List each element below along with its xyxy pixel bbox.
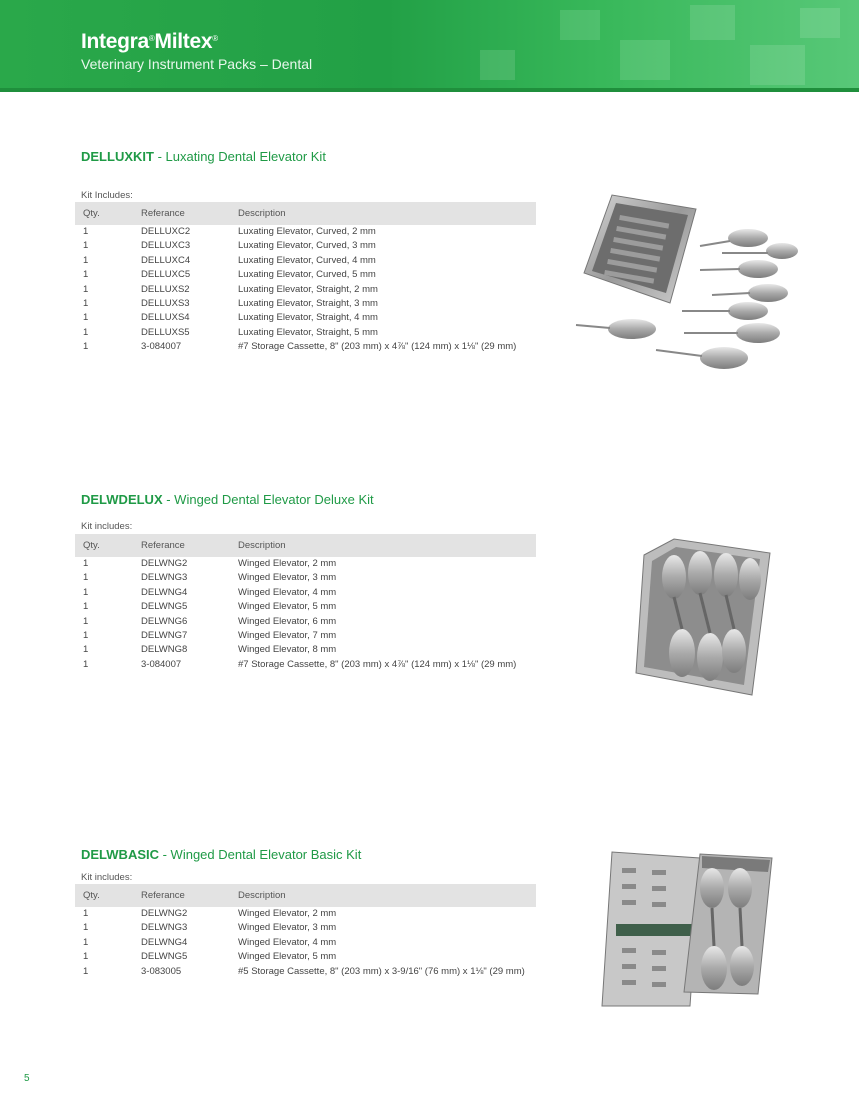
reference-cell: DELWNG4 — [141, 586, 188, 598]
description-cell: Luxating Elevator, Curved, 4 mm — [238, 254, 376, 266]
table-row — [75, 921, 536, 935]
table-row — [75, 907, 536, 921]
description-cell: Luxating Elevator, Curved, 3 mm — [238, 240, 376, 252]
table-row — [75, 658, 536, 672]
qty-cell: 1 — [83, 586, 89, 598]
kit-includes-label: Kit Includes: — [81, 190, 133, 201]
table-row — [75, 643, 536, 657]
reference-cell: 3-083005 — [141, 965, 182, 977]
reference-cell: 3-084007 — [141, 341, 182, 353]
reference-cell: DELLUXC4 — [141, 254, 191, 266]
table-row — [75, 225, 536, 239]
reference-cell: DELLUXS3 — [141, 298, 190, 310]
table-row — [75, 283, 536, 297]
table-header-row — [75, 202, 536, 225]
table-row — [75, 586, 536, 600]
reference-cell: 3-084007 — [141, 658, 182, 670]
reference-cell: DELWNG7 — [141, 630, 188, 642]
section-title: DELWBASIC - Winged Dental Elevator Basic Kit — [81, 847, 362, 862]
reference-cell: DELLUXS2 — [141, 283, 190, 295]
kit-includes-label: Kit includes: — [81, 872, 133, 883]
description-cell: Luxating Elevator, Straight, 4 mm — [238, 312, 378, 324]
qty-cell: 1 — [83, 572, 89, 584]
column-header: Qty. — [75, 534, 133, 557]
description-cell: Winged Elevator, 5 mm — [238, 601, 337, 613]
section-title: DELWDELUX - Winged Dental Elevator Deluxe Kit — [81, 492, 374, 507]
column-header: Referance — [133, 884, 230, 907]
description-cell: Winged Elevator, 6 mm — [238, 615, 337, 627]
column-header: Referance — [133, 202, 230, 225]
column-header: Referance — [133, 534, 230, 557]
description-cell: Winged Elevator, 2 mm — [238, 558, 337, 569]
qty-cell: 1 — [83, 922, 89, 934]
qty-cell: 1 — [83, 644, 89, 656]
table-row — [75, 239, 536, 253]
description-cell: Luxating Elevator, Straight, 5 mm — [238, 326, 378, 338]
table-row — [75, 326, 536, 340]
description-cell: Luxating Elevator, Curved, 5 mm — [238, 269, 376, 281]
reference-cell: DELLUXS5 — [141, 326, 190, 338]
qty-cell: 1 — [83, 298, 89, 310]
reference-cell: DELWNG3 — [141, 922, 188, 934]
winged-deluxe-kit-photo — [630, 535, 780, 700]
qty-cell: 1 — [83, 341, 89, 353]
page-subtitle: Veterinary Instrument Packs – Dental — [81, 56, 313, 72]
reference-cell: DELWNG2 — [141, 908, 188, 919]
description-cell: Winged Elevator, 5 mm — [238, 951, 337, 963]
section-title: DELLUXKIT - Luxating Dental Elevator Kit — [81, 149, 326, 164]
luxating-kit-photo — [572, 193, 802, 378]
description-cell: Winged Elevator, 3 mm — [238, 922, 337, 934]
reference-cell: DELWNG5 — [141, 601, 188, 613]
reference-cell: DELWNG4 — [141, 936, 188, 948]
reference-cell: DELLUXS4 — [141, 312, 190, 324]
column-header: Description — [230, 884, 536, 907]
qty-cell: 1 — [83, 936, 89, 948]
table-header-row — [75, 534, 536, 557]
qty-cell: 1 — [83, 908, 89, 919]
qty-cell: 1 — [83, 951, 89, 963]
reference-cell: DELLUXC2 — [141, 226, 191, 237]
table-row — [75, 268, 536, 282]
description-cell: Winged Elevator, 7 mm — [238, 630, 337, 642]
table-row — [75, 950, 536, 964]
description-cell: Luxating Elevator, Straight, 2 mm — [238, 283, 378, 295]
qty-cell: 1 — [83, 254, 89, 266]
items-table — [75, 534, 536, 672]
qty-cell: 1 — [83, 269, 89, 281]
qty-cell: 1 — [83, 326, 89, 338]
items-table — [75, 202, 536, 355]
table-row — [75, 600, 536, 614]
table-row — [75, 629, 536, 643]
qty-cell: 1 — [83, 558, 89, 569]
description-cell: Winged Elevator, 3 mm — [238, 572, 337, 584]
reference-cell: DELWNG6 — [141, 615, 188, 627]
description-cell: #7 Storage Cassette, 8" (203 mm) x 4⅞" (124 mm) x 1⅛" (29 mm) — [238, 658, 517, 670]
qty-cell: 1 — [83, 240, 89, 252]
table-row — [75, 936, 536, 950]
table-row — [75, 615, 536, 629]
description-cell: Winged Elevator, 4 mm — [238, 936, 337, 948]
table-row — [75, 254, 536, 268]
qty-cell: 1 — [83, 965, 89, 977]
reference-cell: DELWNG8 — [141, 644, 188, 656]
table-row — [75, 340, 536, 354]
brand-logo: Integra®Miltex® — [81, 30, 218, 53]
reference-cell: DELLUXC5 — [141, 269, 191, 281]
qty-cell: 1 — [83, 658, 89, 670]
page-header — [0, 0, 859, 90]
winged-basic-kit-photo — [592, 848, 782, 1008]
qty-cell: 1 — [83, 312, 89, 324]
column-header: Description — [230, 202, 536, 225]
header-divider — [0, 88, 859, 92]
description-cell: Winged Elevator, 4 mm — [238, 586, 337, 598]
description-cell: #5 Storage Cassette, 8" (203 mm) x 3-9/16" (76 mm) x 1⅛" (29 mm) — [238, 965, 525, 977]
items-table — [75, 884, 536, 979]
reference-cell: DELWNG2 — [141, 558, 188, 569]
reference-cell: DELLUXC3 — [141, 240, 191, 252]
reference-cell: DELWNG5 — [141, 951, 188, 963]
page-number: 5 — [24, 1073, 30, 1084]
qty-cell: 1 — [83, 615, 89, 627]
table-row — [75, 311, 536, 325]
description-cell: Luxating Elevator, Curved, 2 mm — [238, 226, 376, 237]
qty-cell: 1 — [83, 283, 89, 295]
reference-cell: DELWNG3 — [141, 572, 188, 584]
table-row — [75, 297, 536, 311]
qty-cell: 1 — [83, 226, 89, 237]
description-cell: Luxating Elevator, Straight, 3 mm — [238, 298, 378, 310]
qty-cell: 1 — [83, 601, 89, 613]
kit-includes-label: Kit includes: — [81, 521, 133, 532]
qty-cell: 1 — [83, 630, 89, 642]
description-cell: #7 Storage Cassette, 8" (203 mm) x 4⅞" (124 mm) x 1⅛" (29 mm) — [238, 341, 517, 353]
description-cell: Winged Elevator, 2 mm — [238, 908, 337, 919]
table-row — [75, 557, 536, 571]
table-row — [75, 571, 536, 585]
column-header: Description — [230, 534, 536, 557]
column-header: Qty. — [75, 202, 133, 225]
column-header: Qty. — [75, 884, 133, 907]
description-cell: Winged Elevator, 8 mm — [238, 644, 337, 656]
table-row — [75, 965, 536, 979]
table-header-row — [75, 884, 536, 907]
